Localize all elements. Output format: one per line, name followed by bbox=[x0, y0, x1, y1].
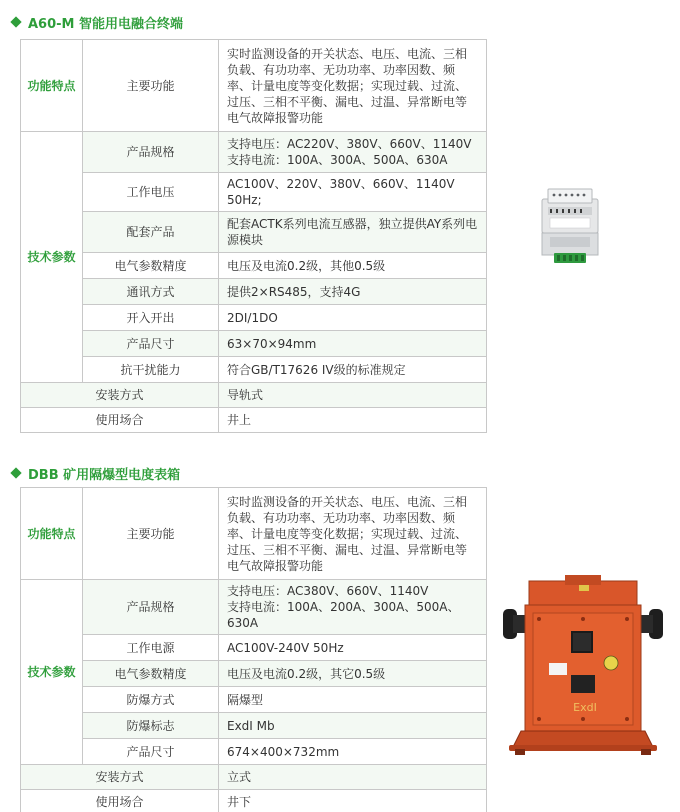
diamond-bullet-icon bbox=[10, 467, 21, 478]
row-label: 使用场合 bbox=[21, 790, 219, 812]
row-label: 主要功能 bbox=[83, 488, 219, 580]
row-value: 配套ACTK系列电流互感器，独立提供AY系列电源模块 bbox=[219, 212, 487, 253]
row-value: 电压及电流0.2级，其他0.5级 bbox=[219, 253, 487, 279]
row-value: ExdI Mb bbox=[219, 713, 487, 739]
row-value: 井上 bbox=[219, 408, 487, 433]
box-marking-text: ExdI bbox=[573, 701, 597, 714]
row-label: 工作电源 bbox=[83, 635, 219, 661]
row-label: 开入开出 bbox=[83, 305, 219, 331]
row-label: 安装方式 bbox=[21, 765, 219, 790]
row-label: 主要功能 bbox=[83, 40, 219, 132]
section-title: DBB 矿用隔爆型电度表箱 bbox=[28, 467, 181, 483]
row-value: 提供2×RS485，支持4G bbox=[219, 279, 487, 305]
din-rail-terminal-image bbox=[540, 185, 600, 270]
row-label: 工作电压 bbox=[83, 173, 219, 212]
category-tech: 技术参数 bbox=[21, 132, 83, 383]
spec-table bbox=[20, 39, 487, 433]
row-value: 实时监测设备的开关状态、电压、电流、三相负载、有功功率、无功功率、功率因数、频率、计量电度等变化数据；实现过载、过流、过压、三相不平衡、漏电、过温、异常断电等电气故障报警功能 bbox=[219, 488, 487, 580]
row-value: 符合GB/T17626 IV级的标准规定 bbox=[219, 357, 487, 383]
row-label: 产品尺寸 bbox=[83, 739, 219, 765]
row-value: 立式 bbox=[219, 765, 487, 790]
row-value: 支持电压：AC380V、660V、1140V 支持电流：100A、200A、300A、500A、630A bbox=[219, 580, 487, 635]
category-features: 功能特点 bbox=[21, 40, 83, 132]
row-value: 隔爆型 bbox=[219, 687, 487, 713]
row-value: 导轨式 bbox=[219, 383, 487, 408]
section-title: A60-M 智能用电融合终端 bbox=[28, 16, 184, 32]
section-heading bbox=[8, 463, 180, 483]
row-label: 使用场合 bbox=[21, 408, 219, 433]
row-label: 产品尺寸 bbox=[83, 331, 219, 357]
row-value: 674×400×732mm bbox=[219, 739, 487, 765]
explosion-proof-box-image bbox=[503, 575, 663, 755]
row-label: 通讯方式 bbox=[83, 279, 219, 305]
row-value: AC100V-240V 50Hz bbox=[219, 635, 487, 661]
row-label: 配套产品 bbox=[83, 212, 219, 253]
row-value: AC100V、220V、380V、660V、1140V 50Hz; bbox=[219, 173, 487, 212]
row-label: 防爆标志 bbox=[83, 713, 219, 739]
spec-table bbox=[20, 487, 487, 812]
row-value: 井下 bbox=[219, 790, 487, 812]
row-label: 产品规格 bbox=[83, 580, 219, 635]
category-features: 功能特点 bbox=[21, 488, 83, 580]
row-value: 2DI/1DO bbox=[219, 305, 487, 331]
row-value: 电压及电流0.2级，其它0.5级 bbox=[219, 661, 487, 687]
category-tech: 技术参数 bbox=[21, 580, 83, 765]
row-label: 产品规格 bbox=[83, 132, 219, 173]
row-label: 防爆方式 bbox=[83, 687, 219, 713]
row-value: 支持电压：AC220V、380V、660V、1140V 支持电流：100A、300A、500A、630A bbox=[219, 132, 487, 173]
row-label: 电气参数精度 bbox=[83, 253, 219, 279]
row-label: 电气参数精度 bbox=[83, 661, 219, 687]
row-label: 安装方式 bbox=[21, 383, 219, 408]
row-value: 63×70×94mm bbox=[219, 331, 487, 357]
row-label: 抗干扰能力 bbox=[83, 357, 219, 383]
row-value: 实时监测设备的开关状态、电压、电流、三相负载、有功功率、无功功率、功率因数、频率、计量电度等变化数据；实现过载、过流、过压、三相不平衡、漏电、过温、异常断电等电气故障报警功能 bbox=[219, 40, 487, 132]
section-heading bbox=[8, 12, 183, 32]
diamond-bullet-icon bbox=[10, 16, 21, 27]
